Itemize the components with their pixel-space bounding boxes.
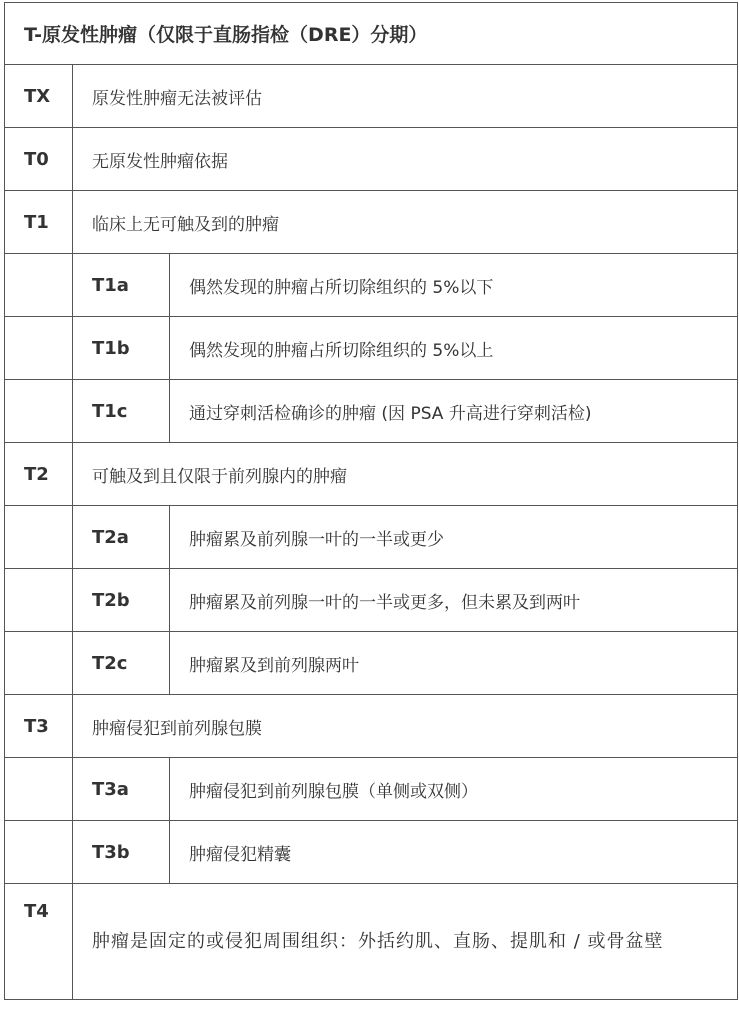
stage-description: 临床上无可触及到的肿瘤 bbox=[73, 191, 738, 254]
table-row bbox=[5, 695, 738, 758]
substage-code: T1b bbox=[73, 317, 170, 380]
stage-code: T1 bbox=[5, 191, 73, 254]
empty-cell bbox=[5, 380, 73, 443]
substage-description: 肿瘤累及到前列腺两叶 bbox=[170, 632, 738, 695]
substage-description: 肿瘤累及前列腺一叶的一半或更少 bbox=[170, 506, 738, 569]
empty-cell bbox=[5, 317, 73, 380]
stage-description: 肿瘤侵犯到前列腺包膜 bbox=[73, 695, 738, 758]
stage-code: TX bbox=[5, 65, 73, 128]
table-row bbox=[5, 128, 738, 191]
table-row bbox=[5, 506, 738, 569]
table-row bbox=[5, 65, 738, 128]
empty-cell bbox=[5, 506, 73, 569]
empty-cell bbox=[5, 758, 73, 821]
table-row bbox=[5, 821, 738, 884]
stage-description: 原发性肿瘤无法被评估 bbox=[73, 65, 738, 128]
table-row bbox=[5, 569, 738, 632]
substage-code: T3a bbox=[73, 758, 170, 821]
table-row bbox=[5, 191, 738, 254]
stage-code: T0 bbox=[5, 128, 73, 191]
stage-description: 无原发性肿瘤依据 bbox=[73, 128, 738, 191]
substage-description: 肿瘤侵犯精囊 bbox=[170, 821, 738, 884]
substage-code: T2c bbox=[73, 632, 170, 695]
table-row bbox=[5, 632, 738, 695]
stage-description: 肿瘤是固定的或侵犯周围组织：外括约肌、直肠、提肌和 / 或骨盆壁 bbox=[73, 884, 738, 1000]
empty-cell bbox=[5, 569, 73, 632]
table-row bbox=[5, 443, 738, 506]
substage-code: T1c bbox=[73, 380, 170, 443]
empty-cell bbox=[5, 821, 73, 884]
substage-description: 通过穿刺活检确诊的肿瘤 (因 PSA 升高进行穿刺活检) bbox=[170, 380, 738, 443]
substage-code: T3b bbox=[73, 821, 170, 884]
stage-code: T3 bbox=[5, 695, 73, 758]
table-row bbox=[5, 380, 738, 443]
stage-description: 可触及到且仅限于前列腺内的肿瘤 bbox=[73, 443, 738, 506]
stage-code: T2 bbox=[5, 443, 73, 506]
table-title: T-原发性肿瘤（仅限于直肠指检（DRE）分期） bbox=[5, 3, 738, 65]
substage-description: 偶然发现的肿瘤占所切除组织的 5%以下 bbox=[170, 254, 738, 317]
substage-description: 偶然发现的肿瘤占所切除组织的 5%以上 bbox=[170, 317, 738, 380]
substage-description: 肿瘤累及前列腺一叶的一半或更多，但未累及到两叶 bbox=[170, 569, 738, 632]
tnm-staging-table bbox=[4, 2, 738, 1000]
substage-description: 肿瘤侵犯到前列腺包膜（单侧或双侧） bbox=[170, 758, 738, 821]
table-row bbox=[5, 758, 738, 821]
substage-code: T1a bbox=[73, 254, 170, 317]
substage-code: T2a bbox=[73, 506, 170, 569]
empty-cell bbox=[5, 254, 73, 317]
stage-code: T4 bbox=[5, 884, 73, 1000]
empty-cell bbox=[5, 632, 73, 695]
table-header-row bbox=[5, 3, 738, 65]
table-row bbox=[5, 884, 738, 1000]
table-row bbox=[5, 254, 738, 317]
substage-code: T2b bbox=[73, 569, 170, 632]
table-row bbox=[5, 317, 738, 380]
